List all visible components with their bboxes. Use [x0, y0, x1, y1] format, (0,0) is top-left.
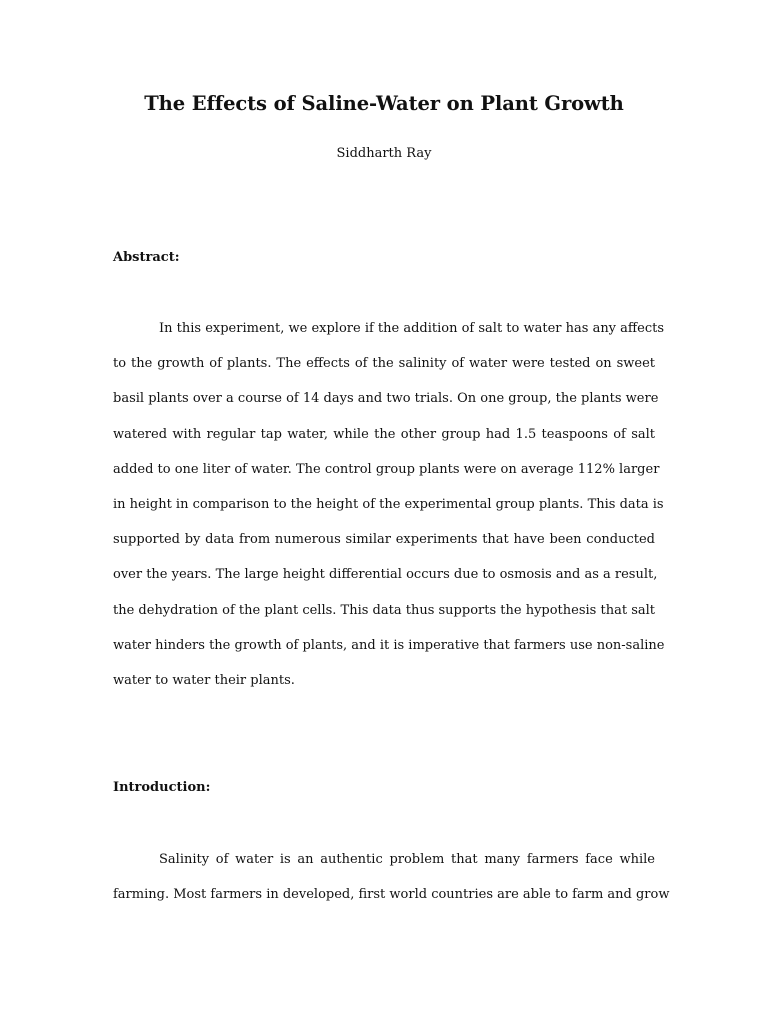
paragraph-line: watered with regular tap water, while the other group had 1.5 teaspoons of salt	[113, 426, 655, 442]
document-title: The Effects of Saline-Water on Plant Growth	[144, 92, 624, 115]
paragraph-line: the dehydration of the plant cells. This data thus supports the hypothesis that salt	[113, 602, 655, 618]
paragraph-line: farming. Most farmers in developed, first world countries are able to farm and grow	[113, 887, 670, 903]
introduction-paragraph	[113, 850, 670, 920]
paragraph-line: added to one liter of water. The control group plants were on average 112% larger	[113, 461, 660, 477]
paragraph-line: to the growth of plants. The effects of the salinity of water were tested on sweet	[113, 356, 655, 372]
paragraph-line: Salinity of water is an authentic problem that many farmers face while	[159, 852, 655, 867]
abstract-paragraph	[113, 319, 665, 706]
paragraph-line: in height in comparison to the height of the experimental group plants. This data is	[113, 496, 664, 512]
paragraph-line: supported by data from numerous similar experiments that have been conducted	[113, 532, 655, 548]
abstract-heading: Abstract:	[113, 250, 180, 265]
introduction-heading: Introduction:	[113, 780, 211, 795]
paragraph-line: over the years. The large height differential occurs due to osmosis and as a result,	[113, 567, 658, 583]
author-name: Siddharth Ray	[336, 146, 432, 161]
paragraph-line: water hinders the growth of plants, and it is imperative that farmers use non-saline	[113, 637, 665, 653]
paragraph-line: In this experiment, we explore if the addition of salt to water has any affects	[159, 321, 665, 336]
paragraph-line: water to water their plants.	[113, 672, 295, 688]
paragraph-line: basil plants over a course of 14 days and two trials. On one group, the plants were	[113, 391, 659, 407]
